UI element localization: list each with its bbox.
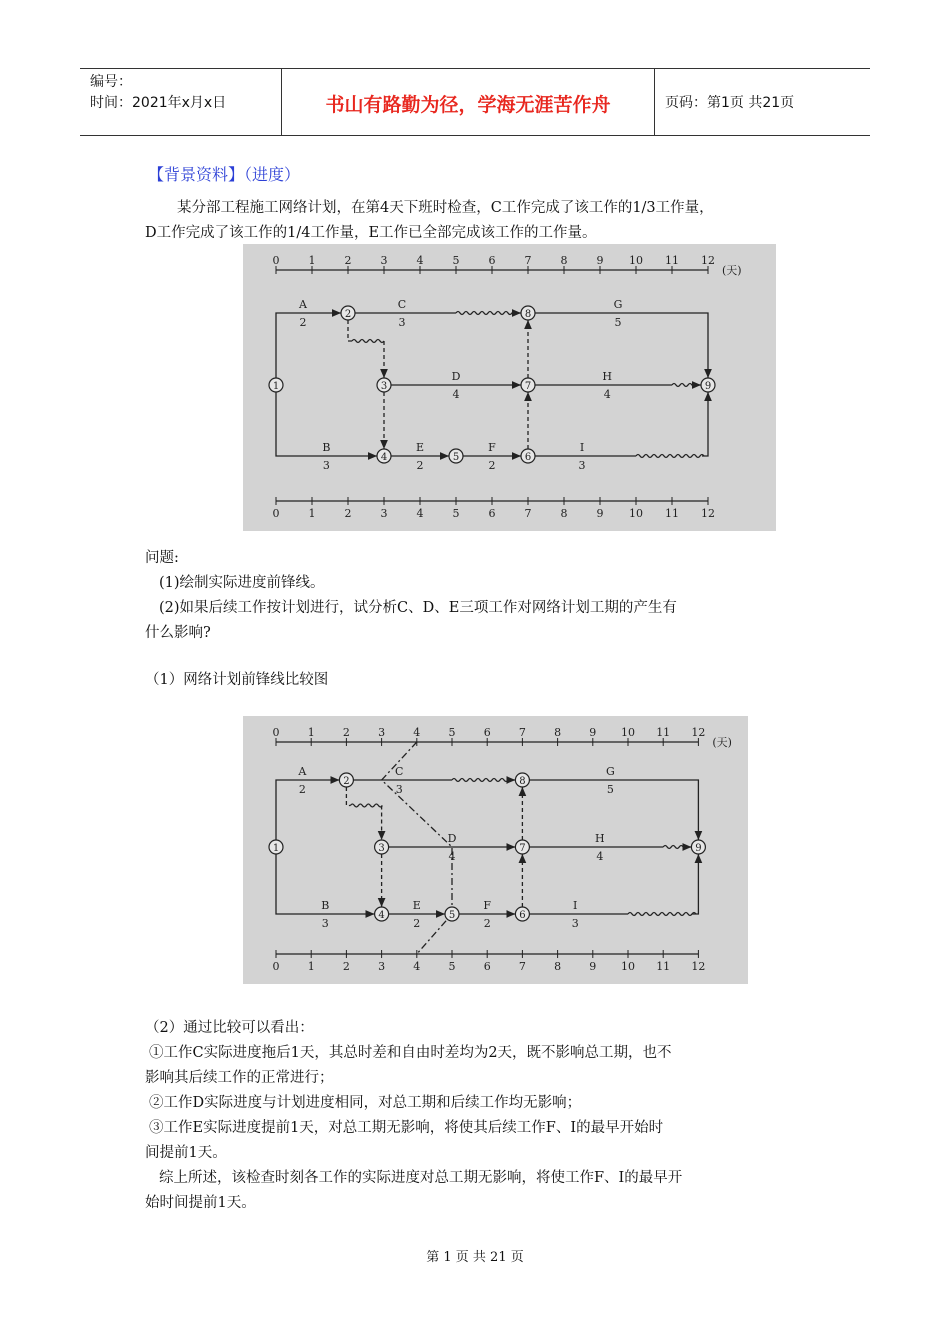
questions-block [145, 546, 825, 646]
header-meta [90, 72, 226, 114]
activity-name: I [573, 899, 578, 912]
summary: 综上所述，该检查时刻各工作的实际进度对总工期无影响，将使工作F、I的最早开 [159, 1170, 683, 1186]
scale-tick-label: 8 [560, 254, 568, 267]
header-page-info: 页码：第1页 共21页 [665, 95, 795, 111]
activity-duration: 2 [298, 783, 306, 796]
activity-duration: 4 [596, 850, 604, 863]
scale-tick-label: 2 [342, 960, 350, 973]
scale-tick-label: 9 [589, 960, 597, 973]
question-2-cont: 什么影响? [145, 625, 211, 641]
activity-duration: 3 [395, 783, 403, 796]
scale-tick-label: 2 [344, 254, 352, 267]
activity-duration: 2 [299, 316, 307, 329]
answer-e: ③工作E实际进度提前1天，对总工期无影响，将使其后续工作F、I的最早开始时 [149, 1120, 664, 1136]
scale-tick-label: 1 [307, 726, 315, 739]
scale-tick-label: 1 [308, 507, 316, 520]
activity-duration: 3 [321, 917, 329, 930]
scale-tick-label: 10 [629, 254, 643, 267]
activity-duration: 3 [571, 917, 579, 930]
activity-duration: 3 [398, 316, 406, 329]
activity-name: D [447, 832, 457, 845]
activity-duration: 2 [416, 459, 424, 472]
activity-name: D [451, 370, 461, 383]
free-float-wave [663, 846, 687, 849]
scale-tick-label: 5 [448, 726, 456, 739]
scale-tick-label: 3 [380, 254, 388, 267]
intro-line: D工作完成了该工作的1/4工作量，E工作已全部完成该工作的工作量。 [145, 225, 597, 241]
answer-d: ②工作D实际进度与计划进度相同，对总工期和后续工作均无影响； [149, 1095, 582, 1111]
activity-name: B [322, 441, 331, 454]
node-number: 5 [452, 452, 460, 463]
scale-tick-label: 0 [272, 726, 280, 739]
node-number: 3 [378, 843, 385, 854]
scale-tick-label: 9 [596, 254, 604, 267]
activity-name: A [299, 298, 307, 311]
node-number: 7 [524, 381, 532, 392]
activity-name: B [321, 899, 330, 912]
scale-tick-label: 4 [416, 254, 424, 267]
dummy-line [348, 320, 352, 341]
scale-tick-label: 12 [701, 507, 715, 520]
number-label: 编号： [90, 74, 132, 90]
free-float-wave [628, 913, 696, 916]
scale-tick-label: 4 [413, 726, 421, 739]
scale-tick-label: 8 [554, 960, 562, 973]
node-number: 7 [519, 843, 526, 854]
activity-arrow [276, 780, 339, 840]
frontline-diagram-svg [243, 716, 748, 984]
scale-tick-label: 0 [272, 960, 280, 973]
scale-tick-label: 5 [448, 960, 456, 973]
answer-2-block [145, 1016, 825, 1216]
activity-name: E [412, 899, 421, 912]
network-diagram-original [243, 244, 776, 531]
scale-tick-label: 4 [416, 507, 424, 520]
activity-arrow [692, 854, 698, 914]
scale-tick-label: 0 [272, 507, 280, 520]
scale-tick-label: 0 [272, 254, 280, 267]
free-float-wave [636, 455, 704, 458]
scale-tick-label: 12 [691, 726, 706, 739]
answer-c: ①工作C实际进度拖后1天，其总时差和自由时差均为2天，既不影响总工期，也不 [149, 1045, 672, 1061]
node-number: 9 [695, 843, 702, 854]
node-number: 5 [448, 910, 456, 921]
dummy-line [346, 787, 350, 806]
header-divider [654, 68, 655, 135]
questions-label: 问题: [145, 550, 179, 566]
activity-duration: 4 [452, 388, 460, 401]
scale-tick-label: 6 [488, 507, 496, 520]
answer-c-cont: 影响其后续工作的正常进行； [145, 1070, 334, 1086]
activity-arrow [702, 392, 708, 456]
activity-duration: 4 [448, 850, 456, 863]
question-2: (2)如果后续工作按计划进行，试分析C、D、E三项工作对网络计划工期的产生有 [159, 600, 677, 616]
unit-label: (天) [712, 736, 732, 749]
activity-arrow [276, 313, 341, 378]
free-float-wave [452, 779, 508, 782]
activity-name: H [595, 832, 605, 845]
answer-1-title: （1）网络计划前锋线比较图 [145, 672, 329, 688]
activity-duration: 4 [603, 388, 611, 401]
answer-e-cont: 间提前1天。 [145, 1145, 227, 1161]
scale-tick-label: 5 [452, 507, 460, 520]
scale-tick-label: 8 [560, 507, 568, 520]
scale-tick-label: 3 [380, 507, 388, 520]
activity-name: H [602, 370, 612, 383]
node-number: 6 [519, 910, 526, 921]
scale-tick-label: 5 [452, 254, 460, 267]
scale-tick-label: 11 [656, 960, 671, 973]
activity-name: C [394, 765, 404, 778]
scale-tick-label: 9 [589, 726, 597, 739]
activity-duration: 5 [606, 783, 614, 796]
node-number: 6 [524, 452, 532, 463]
node-number: 4 [378, 910, 385, 921]
node-number: 1 [272, 843, 280, 854]
scale-tick-label: 11 [665, 254, 679, 267]
scale-tick-label: 6 [488, 254, 496, 267]
activity-duration: 3 [322, 459, 330, 472]
node-number: 8 [524, 309, 532, 320]
scale-tick-label: 7 [524, 254, 532, 267]
free-float-wave [456, 312, 516, 315]
scale-tick-label: 1 [308, 254, 316, 267]
scale-tick-label: 3 [378, 726, 386, 739]
activity-name: C [397, 298, 407, 311]
activity-name: F [488, 441, 496, 454]
scale-tick-label: 12 [701, 254, 715, 267]
header-top-rule [80, 68, 870, 69]
free-float-wave [672, 384, 696, 387]
activity-name: E [415, 441, 425, 454]
scale-tick-label: 3 [378, 960, 386, 973]
scale-tick-label: 7 [518, 960, 526, 973]
intro-line: 某分部工程施工网络计划，在第4天下班时检查，C工作完成了该工作的1/3工作量， [177, 200, 714, 216]
scale-tick-label: 11 [656, 726, 671, 739]
scale-tick-label: 9 [596, 507, 604, 520]
node-number: 2 [343, 776, 350, 787]
scale-tick-label: 6 [483, 960, 491, 973]
activity-duration: 2 [413, 917, 421, 930]
node-number: 3 [380, 381, 388, 392]
activity-name: G [613, 298, 623, 311]
activity-name: F [483, 899, 492, 912]
node-number: 4 [380, 452, 388, 463]
unit-label: (天) [722, 264, 742, 277]
network-diagram-svg [243, 244, 776, 531]
activity-duration: 3 [578, 459, 586, 472]
header-motto: 书山有路勤为径，学海无涯苦作舟 [325, 94, 611, 116]
free-float-wave [350, 804, 382, 807]
scale-tick-label: 10 [621, 726, 635, 739]
question-1: (1)绘制实际进度前锋线。 [159, 575, 325, 591]
scale-tick-label: 2 [342, 726, 350, 739]
time-label: 时间：2021年x月x日 [90, 95, 227, 111]
free-float-wave [352, 340, 384, 343]
scale-tick-label: 7 [518, 726, 526, 739]
activity-arrow [535, 313, 708, 378]
node-number: 8 [519, 776, 526, 787]
activity-name: A [298, 765, 307, 778]
activity-duration: 2 [488, 459, 496, 472]
network-diagram-frontline [243, 716, 748, 984]
page-footer: 第 1 页 共 21 页 [426, 1250, 524, 1265]
node-number: 2 [344, 309, 352, 320]
scale-tick-label: 10 [621, 960, 635, 973]
activity-name: G [606, 765, 615, 778]
header-bottom-rule [80, 135, 870, 136]
scale-tick-label: 6 [483, 726, 491, 739]
scale-tick-label: 12 [691, 960, 706, 973]
activity-name: I [579, 441, 585, 454]
scale-tick-label: 10 [629, 507, 643, 520]
section-title: 【背景资料】（进度） [148, 165, 301, 184]
node-number: 9 [704, 381, 712, 392]
activity-duration: 5 [614, 316, 622, 329]
scale-tick-label: 1 [307, 960, 315, 973]
scale-tick-label: 4 [413, 960, 421, 973]
scale-tick-label: 8 [554, 726, 562, 739]
summary-cont: 始时间提前1天。 [145, 1195, 256, 1211]
intro-paragraph [145, 196, 825, 246]
scale-tick-label: 2 [344, 507, 352, 520]
scale-tick-label: 11 [665, 507, 679, 520]
scale-tick-label: 7 [524, 507, 532, 520]
activity-duration: 2 [483, 917, 491, 930]
answer-2-title: （2）通过比较可以看出： [145, 1020, 314, 1036]
node-number: 1 [272, 381, 280, 392]
